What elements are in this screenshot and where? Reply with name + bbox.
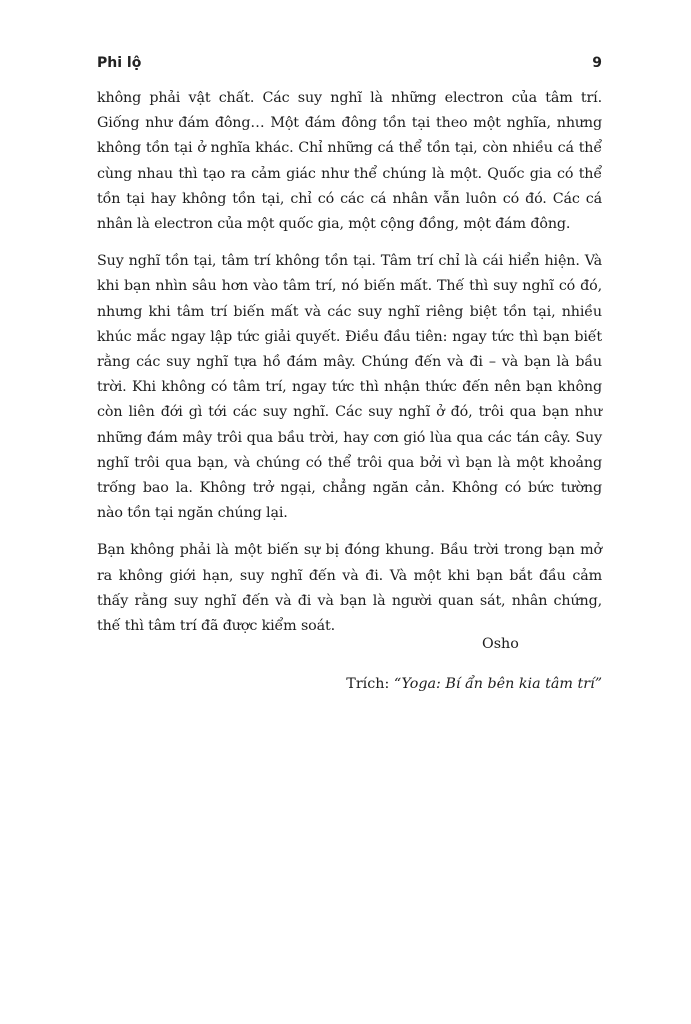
paragraph: không phải vật chất. Các suy nghĩ là những electron của tâm trí. Giống như đám đông… Một đám đông tồn tại theo một nghĩa, nhưng không tồn tại ở nghĩa khác. Chỉ những cá thể tồn tại, còn nhiều cá thể cùng nhau thì tạo ra cảm giác như thể chúng là một. Quốc gia có thể tồn tại hay không tồn tại, chỉ có các cá nhân vẫn luôn có đó. Các cá nhân là electron của một quốc gia, một cộng đồng, một đám đông.: [97, 90, 602, 233]
source-title: “Yoga: Bí ẩn bên kia tâm trí”: [393, 676, 602, 692]
body-text: [97, 86, 602, 651]
page-number: 9: [592, 55, 602, 71]
source-prefix: Trích:: [346, 676, 394, 692]
signature-author: Osho: [482, 636, 519, 652]
source-citation: [346, 676, 602, 692]
running-title: Phi lộ: [97, 55, 142, 71]
paragraph: Bạn không phải là một biến sự bị đóng khung. Bầu trời trong bạn mở ra không giới hạn, suy nghĩ đến và đi. Và một khi bạn bắt đầu cảm thấy rằng suy nghĩ đến và đi và bạn là người quan sát, nhân chứng, thế thì tâm trí đã được kiểm soát.: [97, 542, 602, 635]
running-header: [97, 55, 602, 77]
paragraph: Suy nghĩ tồn tại, tâm trí không tồn tại. Tâm trí chỉ là cái hiển hiện. Và khi bạn nhìn sâu hơn vào tâm trí, nó biến mất. Thế thì suy nghĩ có đó, nhưng khi tâm trí biến mất và các suy nghĩ riêng biệt tồn tại, nhiều khúc mắc ngay lập tức giải quyết. Điều đầu tiên: ngay tức thì bạn biết rằng các suy nghĩ tựa hồ đám mây. Chúng đến và đi – và bạn là bầu trời. Khi không có tâm trí, ngay tức thì nhận thức đến nên bạn không còn liên đới gì tới các suy nghĩ. Các suy nghĩ ở đó, trôi qua bạn như những đám mây trôi qua bầu trời, hay cơn gió lùa qua các tán cây. Suy nghĩ trôi qua bạn, và chúng có thể trôi qua bởi vì bạn là một khoảng trống bao la. Không trở ngại, chẳng ngăn cản. Không có bức tường nào tồn tại ngăn chúng lại.: [97, 253, 602, 522]
